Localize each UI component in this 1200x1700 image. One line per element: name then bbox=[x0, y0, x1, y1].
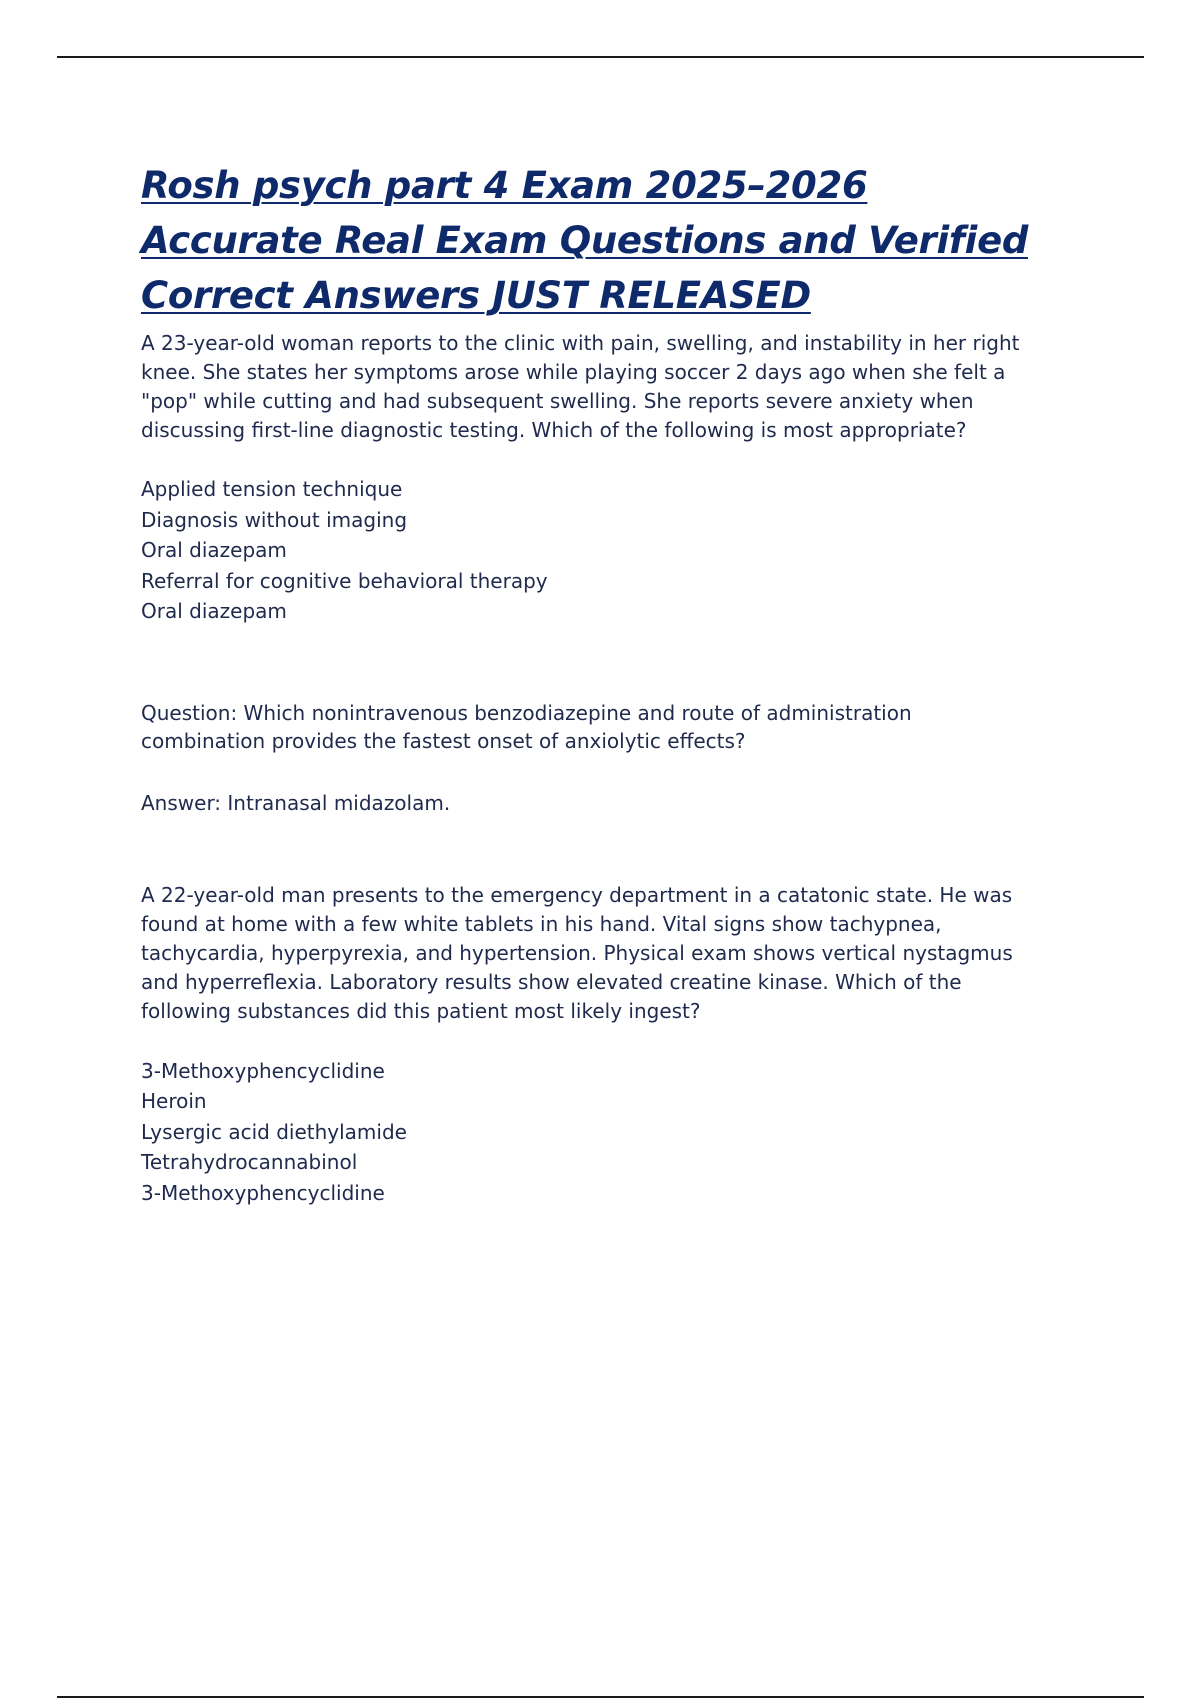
question-2-text: Question: Which nonintravenous benzodiazepine and route of administration combination provides the fastest onset of anxiolytic effects? bbox=[141, 700, 912, 753]
question-1-option: Oral diazepam bbox=[141, 538, 287, 562]
footer-rule bbox=[57, 1696, 1144, 1698]
question-3-option: Lysergic acid diethylamide bbox=[141, 1119, 407, 1144]
question-3-option: Heroin bbox=[141, 1089, 207, 1113]
document-body bbox=[141, 158, 1041, 1208]
question-1-stem: A 23-year-old woman reports to the clinic with pain, swelling, and instability in her right knee. She states her symptoms arose while playing soccer 2 days ago when she felt a "pop" while cutting and had subsequent swelling. She reports severe anxiety when discussing first-line diagnostic testing. Which of the following is most appropriate? bbox=[141, 331, 1020, 442]
question-1-options bbox=[141, 474, 1041, 627]
question-3-option: Tetrahydrocannabinol bbox=[141, 1150, 358, 1174]
question-3-options bbox=[141, 1056, 1041, 1209]
question-1-option: Referral for cognitive behavioral therapy bbox=[141, 568, 548, 593]
question-1-option: Diagnosis without imaging bbox=[141, 507, 408, 532]
header-rule bbox=[57, 56, 1144, 58]
question-2-answer: Answer: Intranasal midazolam. bbox=[141, 790, 451, 815]
question-1-option: Applied tension technique bbox=[141, 477, 403, 501]
question-3-stem: A 22-year-old man presents to the emergency department in a catatonic state. He was found at home with a few white tablets in his hand. Vital signs show tachypnea, tachycardia, hyperpyrexia, and hypertension. Physical exam shows vertical nystagmus and hyperreflexia. Laboratory results show elevated creatine kinase. Which of the following substances did this patient most likely ingest? bbox=[141, 882, 1013, 1023]
question-1-answer: Oral diazepam bbox=[141, 599, 287, 623]
document-title: Rosh psych part 4 Exam 2025–2026 Accurate Real Exam Questions and Verified Correct Answers JUST RELEASED bbox=[141, 164, 1029, 317]
question-3-answer: 3-Methoxyphencyclidine bbox=[141, 1180, 385, 1205]
question-3-option: 3-Methoxyphencyclidine bbox=[141, 1058, 385, 1083]
